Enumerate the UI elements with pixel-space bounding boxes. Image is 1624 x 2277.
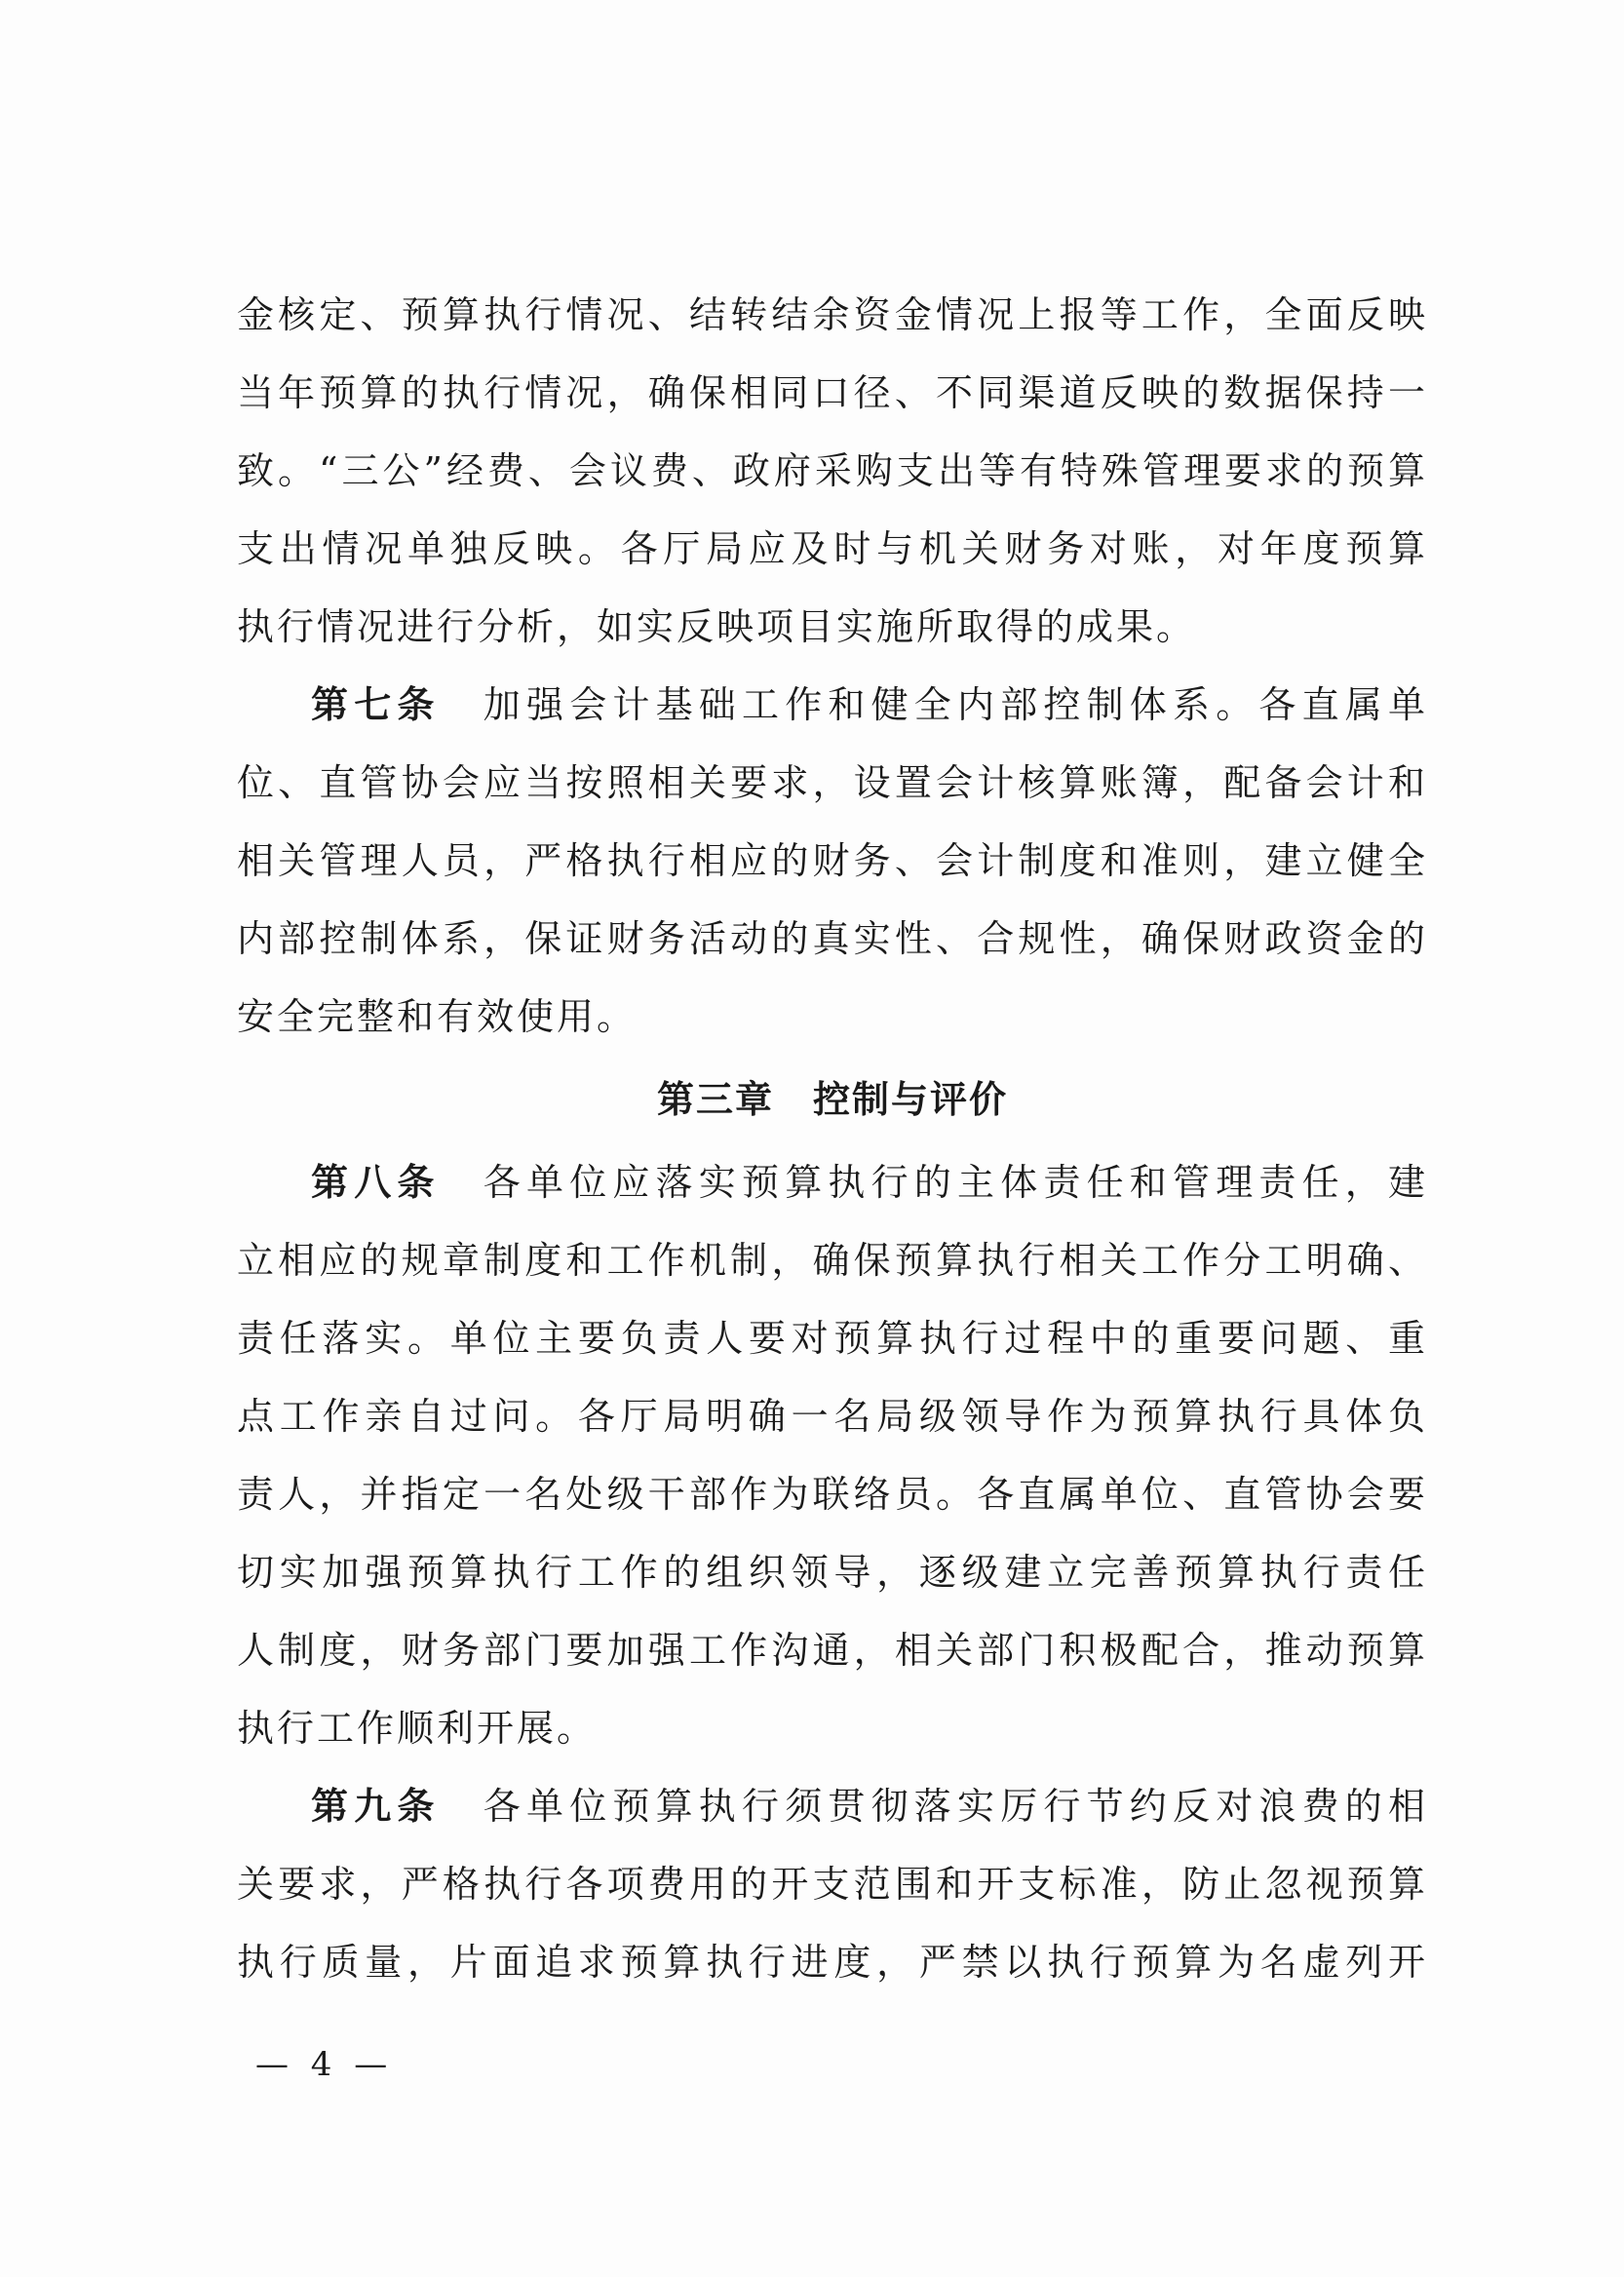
article-label: 第八条: [311, 1161, 441, 1204]
page-number: — 4 —: [255, 2045, 394, 2084]
text-line: 执行质量，片面追求预算执行进度，严禁以执行预算为名虚列开: [237, 1941, 1428, 1984]
text-line: 执行工作顺利开展。: [237, 1707, 598, 1750]
text-line: 人制度，财务部门要加强工作沟通，相关部门积极配合，推动预算: [237, 1629, 1428, 1672]
text-line: 支出情况单独反映。各厅局应及时与机关财务对账，对年度预算: [237, 527, 1428, 570]
text-segment: 加强会计基础工作和健全内部控制体系。各直属单: [440, 683, 1428, 726]
text-line: 位、直管协会应当按照相关要求，设置会计核算账簿，配备会计和: [237, 761, 1428, 804]
text-segment: 各单位应落实预算执行的主体责任和管理责任，建: [440, 1161, 1428, 1204]
text-line: 相关管理人员，严格执行相应的财务、会计制度和准则，建立健全: [237, 839, 1428, 882]
text-line: 点工作亲自过问。各厅局明确一名局级领导作为预算执行具体负: [237, 1395, 1428, 1438]
chapter-heading: 第三章 控制与评价: [656, 1078, 1008, 1121]
text-line: 切实加强预算执行工作的组织领导，逐级建立完善预算执行责任: [237, 1551, 1428, 1594]
article-7-first-line: [237, 666, 1428, 744]
text-line: 内部控制体系，保证财务活动的真实性、合规性，确保财政资金的: [237, 917, 1428, 960]
text-line: 致。“三公”经费、会议费、政府采购支出等有特殊管理要求的预算: [237, 449, 1428, 492]
text-line: 当年预算的执行情况，确保相同口径、不同渠道反映的数据保持一: [237, 371, 1428, 414]
text-segment: 各单位预算执行须贯彻落实厉行节约反对浪费的相: [440, 1785, 1428, 1828]
article-8-first-line: [237, 1143, 1428, 1221]
article-label: 第七条: [311, 683, 441, 726]
text-line: 金核定、预算执行情况、结转结余资金情况上报等工作，全面反映: [237, 293, 1428, 336]
document-body: [237, 276, 1428, 2001]
text-line: 执行情况进行分析，如实反映项目实施所取得的成果。: [237, 605, 1197, 648]
text-line: 责人，并指定一名处级干部作为联络员。各直属单位、直管协会要: [237, 1473, 1428, 1516]
text-line: 关要求，严格执行各项费用的开支范围和开支标准，防止忽视预算: [237, 1863, 1428, 1906]
article-label: 第九条: [311, 1785, 441, 1828]
text-line: 责任落实。单位主要负责人要对预算执行过程中的重要问题、重: [237, 1317, 1428, 1360]
text-line: 立相应的规章制度和工作机制，确保预算执行相关工作分工明确、: [237, 1239, 1428, 1282]
article-9-first-line: [237, 1767, 1428, 1845]
text-line: 安全完整和有效使用。: [237, 995, 638, 1038]
